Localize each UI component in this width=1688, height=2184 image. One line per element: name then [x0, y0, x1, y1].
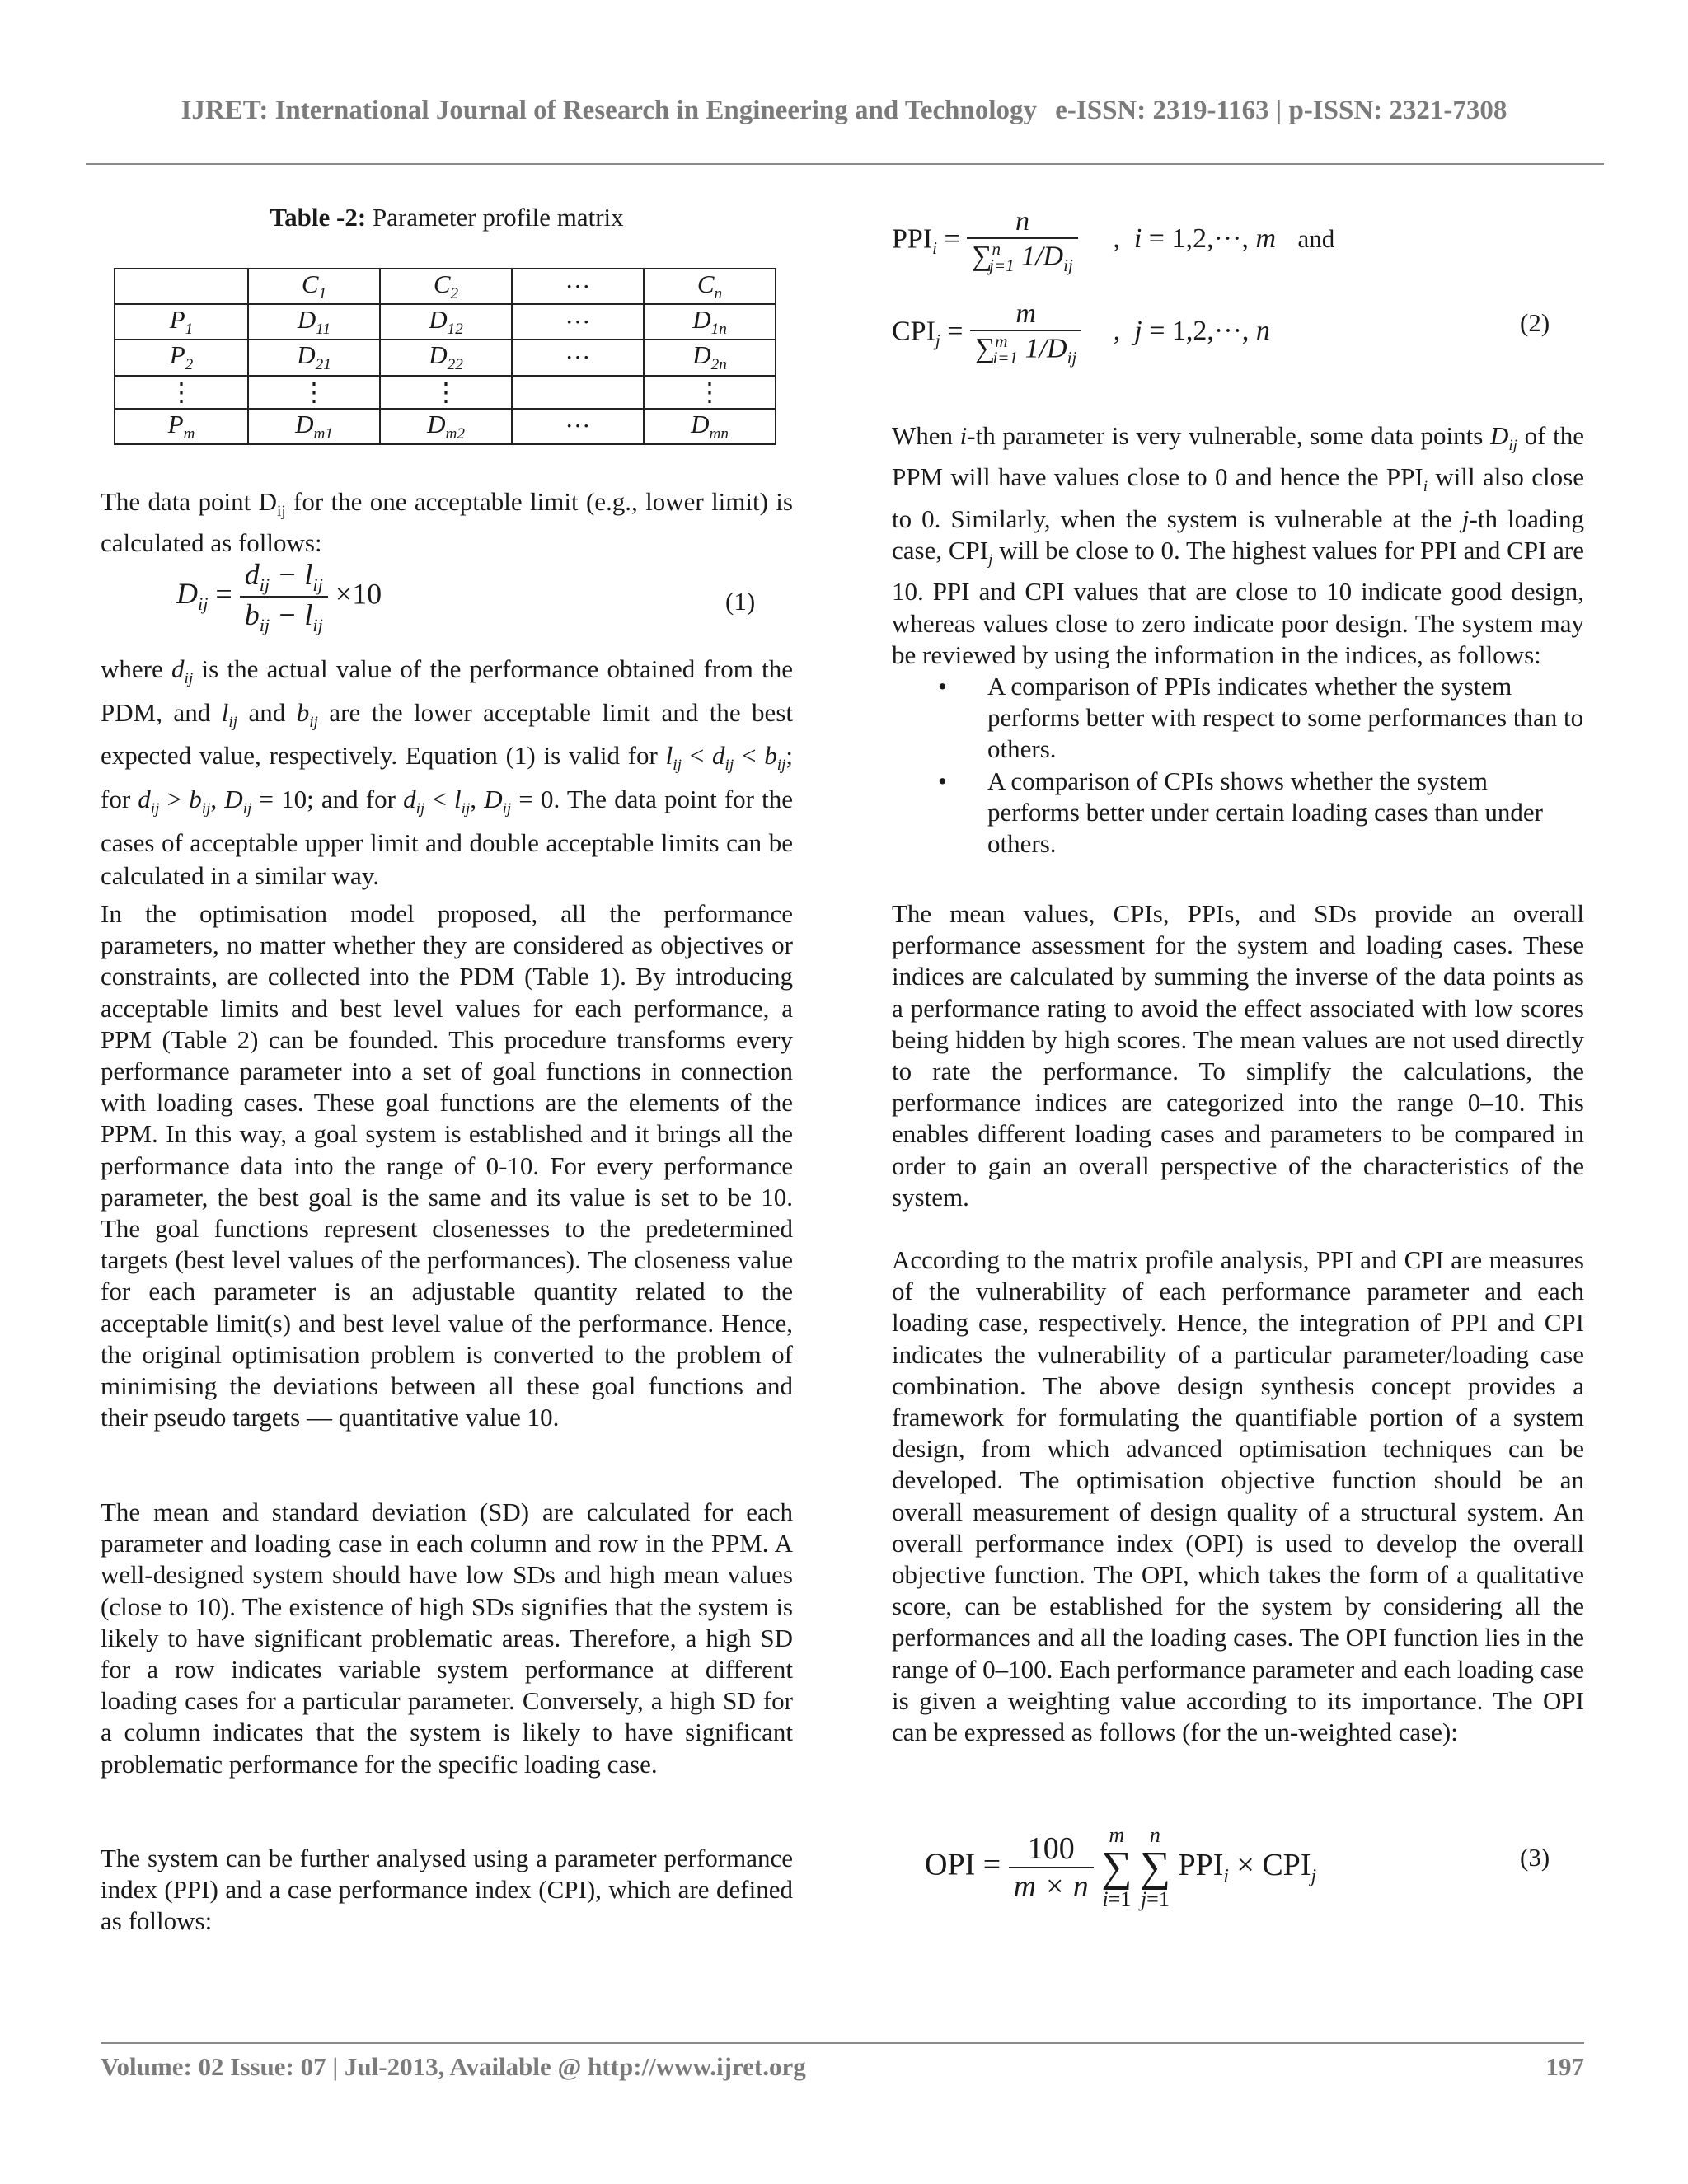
paragraph: According to the matrix profile analysis, PPI and CPI are measures of the vulnerability of each performance parameter and each loading case, respectively. Hence, the integration of PPI and CPI indicates the vulnerability of a particular parameter/loading case combination. The above design synthesis concept provides a framework for formulating the quantifiable portion of a system design, from which advanced optimisation techniques can be developed. The optimisation objective function should be an overall measurement of design quality of a structural system. An overall performance index (OPI) is used to develop the overall objective function. The OPI, which takes the form of a qualitative score, can be established for the system by considering all the performances and all the loading cases. The OPI function lies in the range of 0–100. Each performance parameter and each loading case is given a weighting value according to its importance. The OPI can be expressed as follows (for the un-weighted case):	[892, 1245, 1585, 1747]
paragraph: The data point $D_{ij}$ for the one acceptable limit (e.g., lower limit) is calculated as follows:	[101, 487, 793, 558]
table-cell: $D_{21}$	[248, 340, 380, 375]
table-cell: $P_m$	[115, 409, 248, 444]
table-cell: ···	[512, 340, 644, 375]
footer-divider	[101, 2042, 1584, 2044]
table-cell: ···	[512, 269, 644, 304]
list-item: • A comparison of PPIs indicates whether the system performs better with respect to some performances than to others.	[892, 671, 1584, 766]
table-cell: $C_n$	[644, 269, 776, 304]
paragraph: In the optimisation model proposed, all the performance parameters, no matter whether they are considered as objectives or constraints, are collected into the PDM (Table 1). By introducing acceptable limits and best level values for each performance, a PPM (Table 2) can be founded. This procedure transforms every performance parameter into a set of goal functions in connection with loading cases. These goal functions are the elements of the PPM. In this way, a goal system is established and it brings all the performance data into the range of 0-10. For every performance parameter, the best goal is the same and its value is set to be 10. The goal functions represent closenesses to the predetermined targets (best level values of the performances). The closeness value for each parameter is an adjustable quantity related to the acceptable limit(s) and best level value of the performance. Hence, the original optimisation problem is converted to the problem of minimising the deviations between all these goal functions and their pseudo targets — quantitative value 10.	[101, 899, 793, 1432]
table-cell: ···	[512, 304, 644, 340]
left-column-paragraph-4	[101, 1497, 793, 1780]
table-row	[115, 409, 776, 444]
bullet-list	[892, 671, 1584, 860]
left-column-paragraph-5	[101, 1843, 793, 1938]
table-caption-text: Parameter profile matrix	[366, 203, 624, 232]
table-cell: ⋮	[644, 376, 776, 409]
table-cell: ⋮	[115, 376, 248, 409]
table-row	[115, 304, 776, 340]
right-column-paragraph-3	[892, 1244, 1584, 1748]
journal-issn: e-ISSN: 2319-1163 | p-ISSN: 2321-7308	[1055, 96, 1507, 125]
table-caption	[101, 203, 793, 232]
left-column-paragraph-3	[101, 898, 793, 1433]
table-cell: $D_{m1}$	[248, 409, 380, 444]
list-item: • A comparison of CPIs shows whether the system performs better under certain loading cases than under others.	[892, 766, 1584, 860]
table-cell: $D_{mn}$	[644, 409, 776, 444]
paragraph: When i-th parameter is very vulnerable, some data points $D_{ij}$ of the PPM will have values close to 0 and hence the $PPI_i$ will also close to 0. Similarly, when the system is vulnerable at the j-th loading case, $CPI_j$ will be close to 0. The highest values for PPI and CPI are 10. PPI and CPI values that are close to 10 indicate good design, whereas values close to zero indicate poor design. The system may be reviewed by using the information in the indices, as follows:	[892, 421, 1585, 669]
table-cell: $D_{m2}$	[380, 409, 512, 444]
table-cell	[512, 376, 644, 409]
table-row	[115, 376, 776, 409]
table-cell: $D_{11}$	[248, 304, 380, 340]
table-cell: $D_{1n}$	[644, 304, 776, 340]
equation-2-and: and	[1297, 224, 1335, 254]
table-cell	[115, 269, 248, 304]
footer-volume: Volume: 02 Issue: 07 | Jul-2013, Available @ http://www.ijret.org	[101, 2052, 806, 2081]
table-cell: $D_{12}$	[380, 304, 512, 340]
table-cell: ⋮	[380, 376, 512, 409]
header-divider	[86, 163, 1604, 165]
paragraph: where $d_{ij}$ is the actual value of the performance obtained from the PDM, and $l_{ij}$ and $b_{ij}$ are the lower acceptable limit and the best expected value, respectively. Equation (1) is valid for $l_{ij} < d_{ij} < b_{ij}$; for $d_{ij} > b_{ij}$, $D_{ij} = 10$; and for $d_{ij} < l_{ij}$, $D_{ij} = 0$. The data point for the cases of acceptable upper limit and double acceptable limits can be calculated in a similar way.	[101, 654, 794, 891]
equation-number: (3)	[1520, 1843, 1550, 1872]
equation-number: (2)	[1520, 308, 1550, 337]
right-column-paragraph-1	[892, 420, 1584, 860]
equation-2-ppi: $PPI_i$ = $\frac{n}{\sum^n_{j=1} 1/D_{ij}}$ , i = 1,2,···, m and	[892, 206, 1335, 276]
table-cell: $C_1$	[248, 269, 380, 304]
table-row	[115, 269, 776, 304]
equation-3-opi: OPI = $\frac{100}{m \times n}$ m ∑ i=1 n ∑ j=1 $PPI_i \times CPI_j$	[925, 1823, 1317, 1911]
left-column-body	[101, 653, 793, 893]
parameter-profile-matrix-table	[114, 268, 776, 445]
paragraph: The mean values, CPIs, PPIs, and SDs provide an overall performance assessment for the system and loading cases. These indices are calculated by summing the inverse of the data points as a performance rating to avoid the effect associated with low scores being hidden by high scores. The mean values are not used directly to rate the performance. To simplify the calculations, the performance indices are categorized into the range 0–10. This enables different loading cases and parameters to be compared in order to gain an overall perspective of the characteristics of the system.	[892, 899, 1584, 1212]
journal-header	[0, 96, 1688, 126]
right-column-paragraph-2	[892, 898, 1584, 1213]
table-cell: $D_{22}$	[380, 340, 512, 375]
table-cell: $P_2$	[115, 340, 248, 375]
table-cell: ⋮	[248, 376, 380, 409]
table-cell: ···	[512, 409, 644, 444]
journal-title: IJRET: International Journal of Research in Engineering and Technology	[181, 96, 1037, 125]
left-column-intro	[101, 486, 793, 560]
paragraph: The mean and standard deviation (SD) are calculated for each parameter and loading case in each column and row in the PPM. A well-designed system should have low SDs and high mean values (close to 10). The existence of high SDs signifies that the system is likely to have significant problematic areas. Therefore, a high SD for a row indicates variable system performance at different loading cases for a particular parameter. Conversely, a high SD for a column indicates that the system is likely to have significant problematic performance for the specific loading case.	[101, 1497, 793, 1779]
table-row	[115, 340, 776, 375]
table-cell: $P_1$	[115, 304, 248, 340]
paragraph: The system can be further analysed using a parameter performance index (PPI) and a case performance index (CPI), which are defined as follows:	[101, 1844, 793, 1936]
page-number: 197	[1545, 2052, 1584, 2081]
equation-number: (1)	[725, 587, 756, 616]
table-caption-label: Table -2:	[270, 203, 367, 232]
equation-2-cpi: $CPI_j$ = $\frac{m}{\sum^m_{i=1} 1/D_{ij}}$ , j = 1,2,···, n	[892, 298, 1270, 368]
table-cell: $C_2$	[380, 269, 512, 304]
table-cell: $D_{2n}$	[644, 340, 776, 375]
equation-1: $D_{ij}$ = $\frac{d_{ij} - l_{ij}}{b_{ij} - l_{ij}}$ ×10	[176, 558, 382, 636]
